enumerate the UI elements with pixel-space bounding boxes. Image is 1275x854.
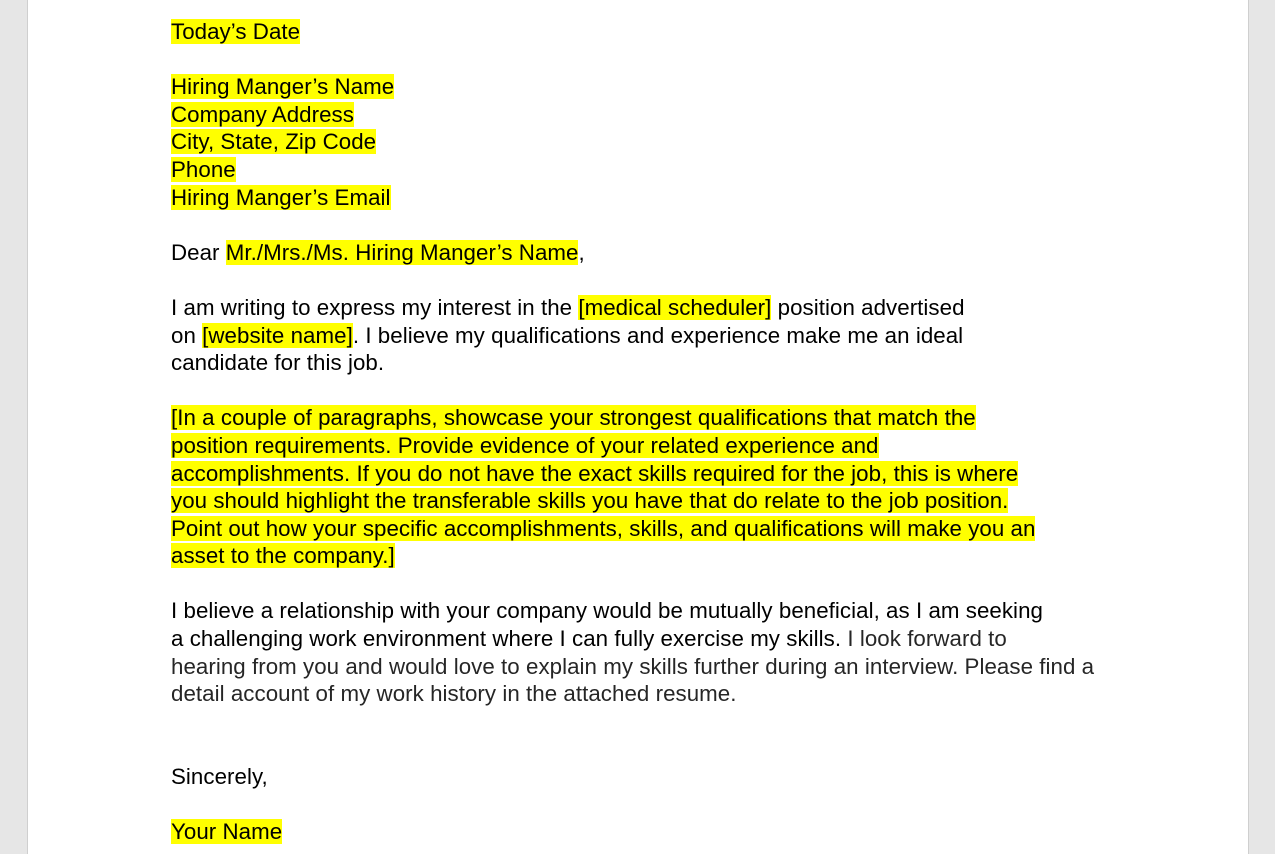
body-placeholder-line — [171, 432, 1121, 460]
closing-line-2 — [171, 625, 1121, 653]
recipient-name-placeholder[interactable]: Hiring Manger’s Name — [171, 74, 395, 100]
intro-line-2 — [171, 322, 1121, 350]
intro-line-1 — [171, 294, 1121, 322]
city-state-zip-placeholder[interactable]: City, State, Zip Code — [171, 129, 377, 155]
body-placeholder-line — [171, 542, 1121, 570]
recipient-city-line — [171, 128, 1121, 156]
body-placeholder-text[interactable]: position requirements. Provide evidence of your related experience and — [171, 432, 879, 458]
position-placeholder[interactable]: [medical scheduler] — [578, 294, 772, 320]
intro-line-3 — [171, 349, 1121, 377]
closing-text-3: hearing from you and would love to explain my skills further during an interview. Please find a — [171, 653, 1095, 679]
body-placeholder-text[interactable]: you should highlight the transferable skills you have that do relate to the job position. — [171, 488, 1009, 514]
intro-text-5: candidate for this job. — [171, 350, 385, 376]
body-placeholder-text[interactable]: Point out how your specific accomplishments, skills, and qualifications will make you an — [171, 515, 1036, 541]
body-placeholder-line — [171, 404, 1121, 432]
document-page — [27, 0, 1249, 854]
email-placeholder[interactable]: Hiring Manger’s Email — [171, 184, 391, 210]
signoff — [171, 763, 1121, 791]
signoff-text: Sincerely, — [171, 764, 268, 790]
salutation-name-placeholder[interactable]: Mr./Mrs./Ms. Hiring Manger’s Name — [225, 239, 579, 265]
signature-line — [171, 818, 1121, 846]
letter-body — [171, 18, 1121, 846]
signature-placeholder[interactable]: Your Name — [171, 819, 283, 845]
closing-line-3 — [171, 653, 1121, 681]
closing-text-4: detail account of my work history in the attached resume. — [171, 681, 737, 707]
salutation-prefix: Dear — [171, 239, 226, 265]
salutation-suffix: , — [578, 239, 585, 265]
body-placeholder-line — [171, 515, 1121, 543]
recipient-phone-line — [171, 156, 1121, 184]
intro-text-4: . I believe my qualifications and experience make me an ideal — [352, 322, 964, 348]
salutation — [171, 239, 1121, 267]
body-placeholder-line — [171, 487, 1121, 515]
company-address-placeholder[interactable]: Company Address — [171, 101, 354, 127]
phone-placeholder[interactable]: Phone — [171, 156, 236, 182]
date-placeholder[interactable]: Today’s Date — [171, 19, 301, 44]
closing-line-4 — [171, 680, 1121, 708]
closing-line-1 — [171, 597, 1121, 625]
body-placeholder-text[interactable]: asset to the company.] — [171, 543, 395, 569]
intro-text-3: on — [171, 322, 203, 348]
recipient-address-line — [171, 101, 1121, 129]
body-placeholder-text[interactable]: [In a couple of paragraphs, showcase your strongest qualifications that match the — [171, 405, 976, 431]
website-placeholder[interactable]: [website name] — [202, 322, 353, 348]
recipient-email-line — [171, 184, 1121, 212]
recipient-name-line — [171, 73, 1121, 101]
body-placeholder-line — [171, 460, 1121, 488]
body-placeholder-text[interactable]: accomplishments. If you do not have the exact skills required for the job, this is where — [171, 460, 1019, 486]
intro-text-2: position advertised — [771, 294, 965, 320]
date-line — [171, 18, 1121, 46]
closing-text-2a: a challenging work environment where I can fully exercise my skills. — [171, 626, 842, 652]
closing-text-1: I believe a relationship with your company would be mutually beneficial, as I am seeking — [171, 598, 1043, 624]
intro-text-1: I am writing to express my interest in the — [171, 294, 579, 320]
closing-text-2b: I look forward to — [841, 626, 1007, 652]
